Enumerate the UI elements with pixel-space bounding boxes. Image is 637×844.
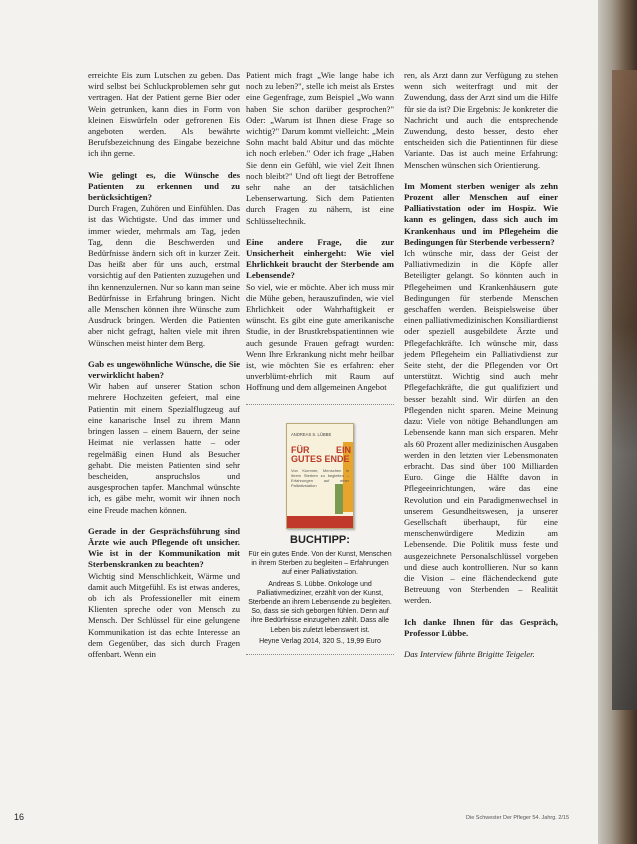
paragraph: erreichte Eis zum Lutschen zu geben. Das wird selbst bei Schluckproblemen sehr gut vertragen. Hat der Patient gerne Bier oder Wein getrunken, kann dies in Form von kleinen Eiswürfeln oder gefrorenen Eis angeboten werden. Als bewährte Berufsbezeichnung des Eingabe bezeichne ich ihn gerne. — [88, 70, 240, 159]
dotted-divider — [246, 404, 394, 405]
paragraph: ren, als Arzt dann zur Verfügung zu stehen wenn sich weiterfragt und mit der Zuwendung, dass der Arzt sind um die Hilfe für sie da ist? Die Ergebnis: Je konkreter die Nachricht und auch die entsprechende Zuwendung, desto besser, desto eher entscheiden sich die Patientinnen für diese Variante. Das ist auch meine Erfahrung: Menschen wünschen sich Orientierung. — [404, 70, 558, 170]
cover-decoration — [287, 516, 353, 528]
background-photo-strip — [612, 70, 637, 710]
paragraph: Ich wünsche mir, dass der Geist der Palliativmedizin in die Köpfe aller Beteiligter gelangt. So könnten auch in Pflegeheimen und Krankenhäusern gute Bedingungen für sterbende Menschen geschaffen werden. Beispielsweise über einen palliativmedizinischen Konsiliardienst oder speziell ausgebildete Ärzte und Pflegefachkräfte. Ich wünsche mir, dass jedem Pflegeheim ein Palliativdienst zur Seite steht, der die Pflegenden vor Ort unterstützt. Wichtig sind auch mehr Pflegefachkräfte, die gut qualifiziert und besser bezahlt sind. Wir dürfen an den Pflegenden nicht sparen. Meine Meinung dazu: Viele von nötige Behandlungen am Lebensende kann man sich ersparen. Mehr als 60 Prozent aller medizinischen Ausgaben werden in den letzten vier Lebensmonaten erbracht. Das sind über 100 Milliarden Euro. Ginge die Hälfte davon in Pflegeeinrichtungen, wäre das eine Revolution und ein Paradigmenwechsel in unserem Gesundheitswesen, ja unserer Gesellschaft überhaupt, für eine menschenwürdigere Medizin am Lebensende. Die Politik muss feste und ausgezeichnete Personalschlüssel vorgeben und diese auch kontrollieren. Nur so kann die Vision – eine flächendeckend gute Betreuung von Sterbenden – Realität werden. — [404, 248, 558, 606]
book-title: FÜR EIN GUTES ENDE — [291, 444, 351, 464]
paragraph: Wichtig sind Menschlichkeit, Wärme und damit auch Mitgefühl. Es ist etwas anderes, ob ich als Professioneller mit einem Klienten spreche oder von Mensch zu Mensch. Der Schlüssel für eine gelungene Kommunikation ist das echte Interesse an dem Gegenüber, das sich durch Fragen offenbart. Wenn ein — [88, 570, 240, 659]
book-author: ANDREAS S. LÜBBE — [291, 431, 332, 437]
book-subtitle: Von Kummer, Menschen in ihrem Sterben zu begleiten – Erfahrungen auf einer Palliativstation — [291, 467, 349, 488]
column-middle — [246, 70, 394, 663]
buchtipp-line: Für ein gutes Ende. Von der Kunst, Menschen in ihrem Sterben zu begleiten – Erfahrungen auf einer Palliativstation. — [248, 550, 392, 577]
buchtipp-line: Heyne Verlag 2014, 320 S., 19,99 Euro — [259, 637, 381, 645]
buchtipp-line: Andreas S. Lübbe. Onkologe und Palliativmediziner, erzählt von der Kunst, Sterbende an ihrem Lebensende zu begleiten. So, dass sie sich geborgen fühlen. Denn auf ihre Bedürfnisse einzugehen zählt. Dass alle Leben bis zuletzt lebenswert ist. — [248, 580, 392, 634]
buchtipp-text — [246, 550, 394, 646]
column-left — [88, 70, 240, 670]
interview-question: Gerade in der Gesprächsführung sind Ärzte wie auch Pflegende oft unsicher. Wie ist in der Kommunikation mit Sterbenskranken zu beachten? — [88, 525, 240, 570]
book-cover — [286, 423, 354, 529]
buchtipp-heading: BUCHTIPP: — [290, 533, 350, 546]
interview-credit: Das Interview führte Brigitte Teigeler. — [404, 648, 535, 659]
paragraph: Patient mich fragt „Wie lange habe ich noch zu leben?", stelle ich meist als Erstes eine Gegenfrage, zum Beispiel „Wo wann haben Sie schon darüber gesprochen?" Oder: „Warum ist Ihnen diese Frage so wichtig?" Darum kommt vielleicht: „Mein Sohn macht bald Abitur und das möchte ich noch erleben." Oder ich frage „Haben Sie denn ein Gefühl, wie viel Zeit Ihnen noch bleibt?" Und oft liegt der Betroffene sehr nahe an der tatsächlichen Lebenserwartung. Sich dem Patienten durch Fragen zu nähern, ist eine Schlüsseltechnik. — [246, 70, 394, 226]
dotted-divider — [246, 654, 394, 655]
paragraph: So viel, wie er möchte. Aber ich muss mir die Mühe geben, herauszufinden, wie viel Ehrlichkeit oder Wahrhaftigkeit er wünscht. Es gibt eine gute amerikanische Studie, in der Brustkrebspatientinnen wie auch gesunde Frauen gefragt wurden: Wenn Ihre Erkrankung nicht mehr heilbar ist, wie möchten Sie es erfahren: eher unverblümt-ehrlich mit Raum auf Hoffnung und dem allgemeinen Angebot — [246, 281, 394, 393]
interview-question: Eine andere Frage, die zur Unsicherheit einhergeht: Wie viel Ehrlichkeit braucht der Sterbende am Lebensende? — [246, 236, 394, 281]
closing-statement: Ich danke Ihnen für das Gespräch, Professor Lübbe. — [404, 616, 558, 638]
interview-question: Gab es ungewöhnliche Wünsche, die Sie verwirklicht haben? — [88, 358, 240, 381]
paragraph: Wir haben auf unserer Station schon mehrere Hochzeiten gefeiert, mal eine Patientin mit einem Spezialflugzeug auf eine kanarische Insel zu ihrem Mann bringen lassen – einem Bauern, der seine Heimat nie verlassen hatte – oder regelmäßig einen Hund als Besucher gehabt. Die meisten Patienten sind sehr bescheiden, anspruchslos und ausgesprochen tapfer. Manchmal wünschte ich, es gäbe mehr, womit wir ihnen noch eine Freude machen können. — [88, 381, 240, 515]
interview-question: Im Moment sterben weniger als zehn Prozent aller Menschen auf einer Palliativstation oder im Hospiz. Wie kann es gelingen, dass sich auch im Krankenhaus und im Pflegeheim die Bedingungen für Sterbende verbessern? — [404, 180, 558, 247]
cover-decoration — [335, 484, 343, 514]
page-number: 16 — [14, 812, 25, 822]
journal-footer: Die Schwester Der Pfleger 54. Jahrg. 2/15 — [466, 815, 570, 821]
column-right — [404, 70, 558, 670]
paragraph: Durch Fragen, Zuhören und Einfühlen. Das ist das Wichtigste. Und das immer und immer wieder, mehrmals am Tag, jeden Tag, denn die Beschwerden und Bedürfnisse ändern sich oft in kurzer Zeit. Das heißt aber für uns auch, erstmal vorsichtig auf den Patienten zuzugehen und ihn kennenzulernen. Nur so kann man seine Bedürfnisse in Erfahrung bringen. Nicht alle Menschen können ihre Wünsche zum Ausdruck bringen. Werden die Patienten aber nicht gefragt, halten viele mit ihren Wünschen meist hinter dem Berg. — [88, 203, 240, 348]
interview-question: Wie gelingt es, die Wünsche des Patienten zu erkennen und zu berücksichtigen? — [88, 169, 240, 203]
